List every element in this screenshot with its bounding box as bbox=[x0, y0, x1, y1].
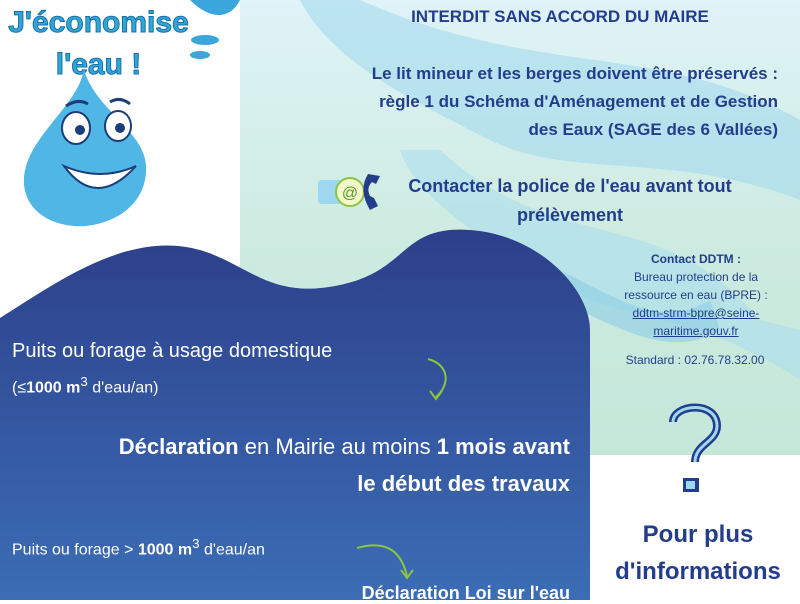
svg-text:@: @ bbox=[341, 185, 359, 202]
regle-line1: Le lit mineur et les berges doivent être préservés : bbox=[371, 64, 778, 83]
contact-line2: ressource en eau (BPRE) : bbox=[624, 288, 768, 302]
question-mark-icon bbox=[665, 400, 725, 500]
puits1-sub-bold: 1000 m bbox=[26, 379, 81, 397]
slogan-line1: J'économise bbox=[8, 6, 189, 39]
interdit-heading: INTERDIT SANS ACCORD DU MAIRE bbox=[411, 7, 709, 26]
declaration-text1: en Mairie au moins bbox=[238, 434, 437, 459]
arrow-down-icon bbox=[420, 355, 460, 405]
regle-line2: règle 1 du Schéma d'Aménagement et de Gestion bbox=[379, 92, 778, 111]
declaration-bold1: Déclaration bbox=[118, 434, 239, 459]
puits1-sub-suffix: d'eau/an) bbox=[87, 379, 159, 397]
puits-domestique-title: Puits ou forage à usage domestique bbox=[12, 340, 333, 362]
puits-plus-1000 bbox=[12, 536, 265, 559]
declaration-line1 bbox=[20, 428, 570, 465]
contacter-line1: Contacter la police de l'eau avant tout bbox=[408, 176, 732, 196]
contact-email-line2[interactable]: maritime.gouv.fr bbox=[653, 324, 739, 338]
puits2-suffix: d'eau/an bbox=[199, 541, 265, 559]
declaration-bold2: 1 mois avant bbox=[436, 434, 570, 459]
plus-line1: Pour plus bbox=[642, 521, 754, 548]
puits-domestique-sub bbox=[12, 374, 158, 397]
puits1-sub-prefix: (≤ bbox=[12, 379, 27, 397]
regle-line3: des Eaux (SAGE des 6 Vallées) bbox=[528, 120, 778, 139]
puits2-bold: 1000 m bbox=[137, 541, 193, 559]
slogan-line2: l'eau ! bbox=[55, 48, 142, 81]
puits2-sup: 3 bbox=[192, 536, 200, 551]
puits1-sub-sup: 3 bbox=[80, 374, 88, 389]
declaration-mairie bbox=[20, 428, 570, 502]
standard-phone: Standard : 02.76.78.32.00 bbox=[625, 353, 765, 367]
declaration-loi-eau: Déclaration Loi sur l'eau bbox=[361, 583, 570, 603]
plus-informations bbox=[598, 516, 798, 590]
contact-title: Contact DDTM : bbox=[651, 252, 741, 266]
plus-line2: d'informations bbox=[615, 558, 781, 585]
contact-line1: Bureau protection de la bbox=[633, 270, 759, 284]
contact-email-line1[interactable]: ddtm-strm-bpre@seine- bbox=[632, 306, 760, 320]
arrow-right-icon bbox=[355, 540, 425, 585]
puits2-prefix: Puits ou forage > bbox=[12, 541, 138, 559]
contacter-line2: prélèvement bbox=[516, 205, 624, 225]
declaration-line2: le début des travaux bbox=[357, 471, 570, 496]
